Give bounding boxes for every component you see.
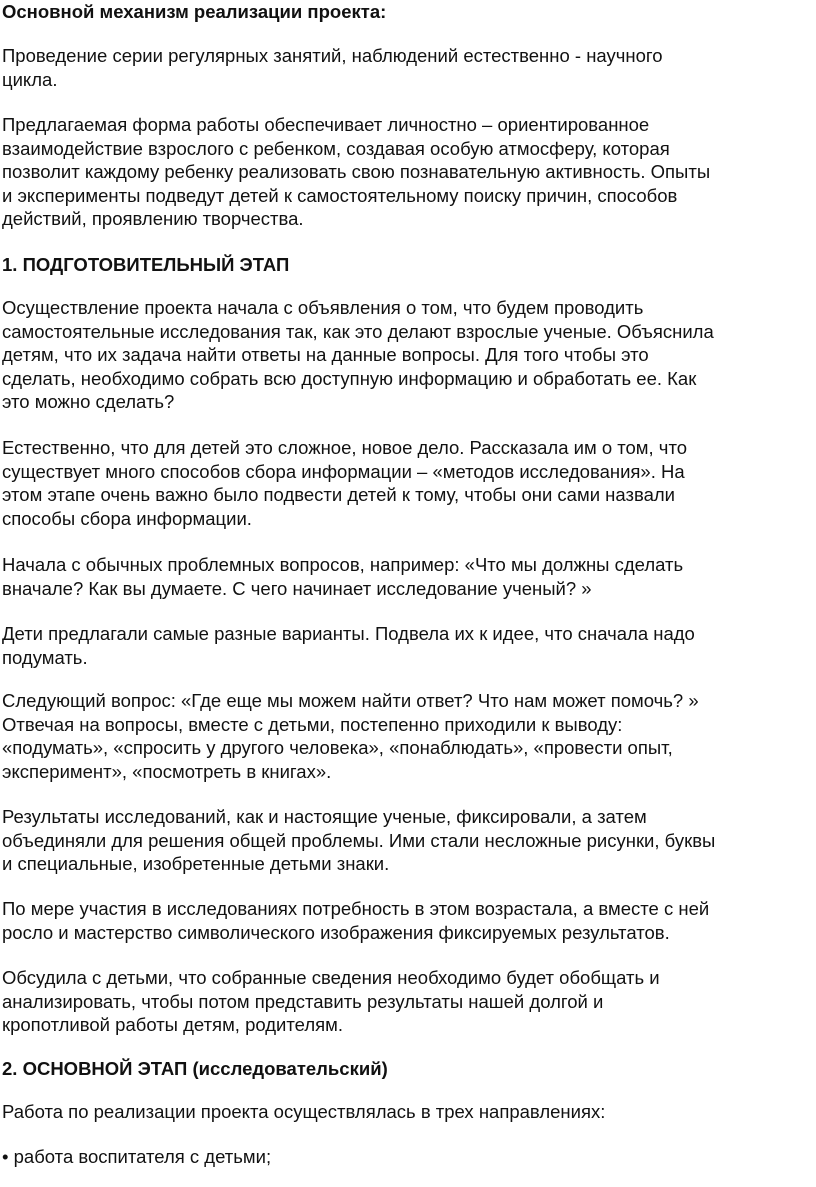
paragraph-form-of-work	[2, 113, 710, 231]
text-line: это можно сделать?	[2, 391, 175, 412]
text-line: Результаты исследований, как и настоящие ученые, фиксировали, а затем	[2, 806, 647, 827]
paragraph-children-variants	[2, 622, 695, 669]
text-line: Проведение серии регулярных занятий, наблюдений естественно - научного	[2, 45, 663, 66]
text-line: Основной механизм реализации проекта:	[2, 1, 387, 22]
heading-preparatory-stage	[2, 253, 289, 277]
text-line: По мере участия в исследованиях потребность в этом возрастала, а вместе с ней	[2, 898, 710, 919]
text-line: детям, что их задача найти ответы на данные вопросы. Для того чтобы это	[2, 344, 649, 365]
text-line: Работа по реализации проекта осуществлялась в трех направлениях:	[2, 1101, 606, 1122]
text-line: цикла.	[2, 68, 58, 90]
text-line: • работа воспитателя с детьми;	[2, 1146, 272, 1167]
text-line: и эксперименты подведут детей к самостоятельному поиску причин, способов	[2, 184, 678, 206]
heading-main-stage	[2, 1057, 388, 1081]
heading-mechanism	[2, 0, 386, 24]
text-line: способы сбора информации.	[2, 507, 252, 529]
text-line: «подумать», «спросить у другого человека», «понаблюдать», «провести опыт,	[2, 737, 673, 758]
text-line: эксперимент», «посмотреть в книгах».	[2, 760, 332, 782]
text-line: Следующий вопрос: «Где еще мы можем найти ответ? Что нам может помочь? »	[2, 690, 699, 711]
paragraph-three-directions	[2, 1100, 605, 1124]
text-line: и специальные, изобретенные детьми знаки.	[2, 853, 390, 874]
text-line: самостоятельные исследования так, как это делают взрослые ученые. Объяснила	[2, 320, 714, 342]
text-line: вначале? Как вы думаете. С чего начинает исследование ученый? »	[2, 577, 592, 599]
text-line: Естественно, что для детей это сложное, новое дело. Рассказала им о том, что	[2, 437, 687, 458]
text-line: анализировать, чтобы потом представить результаты нашей долгой и	[2, 990, 604, 1012]
text-line: позволит каждому ребенку реализовать свою познавательную активность. Опыты	[2, 161, 711, 182]
text-line: объединяли для решения общей проблемы. Ими стали несложные рисунки, буквы	[2, 829, 716, 851]
text-line: Отвечая на вопросы, вместе с детьми, постепенно приходили к выводу:	[2, 713, 623, 735]
list-item-teacher-work	[2, 1145, 271, 1169]
paragraph-problem-questions	[2, 553, 683, 600]
text-line: существует много способов сбора информации – «методов исследования». На	[2, 460, 685, 482]
text-line: 1. ПОДГОТОВИТЕЛЬНЫЙ ЭТАП	[2, 254, 290, 275]
text-line: действий, проявлению творчества.	[2, 208, 304, 229]
text-line: Дети предлагали самые разные варианты. Подвела их к идее, что сначала надо	[2, 623, 695, 644]
text-line: Предлагаемая форма работы обеспечивает личностно – ориентированное	[2, 114, 650, 135]
text-line: Начала с обычных проблемных вопросов, например: «Что мы должны сделать	[2, 554, 684, 575]
paragraph-project-start	[2, 296, 714, 414]
text-line: подумать.	[2, 646, 88, 668]
paragraph-research-results	[2, 805, 715, 876]
text-line: сделать, необходимо собрать всю доступную информацию и обработать ее. Как	[2, 367, 697, 389]
paragraph-discussed	[2, 966, 660, 1037]
text-line: Обсудила с детьми, что собранные сведения необходимо будет обобщать и	[2, 967, 660, 988]
text-line: этом этапе очень важно было подвести детей к тому, чтобы они сами назвали	[2, 484, 675, 505]
text-line: 2. ОСНОВНОЙ ЭТАП (исследовательский)	[2, 1058, 388, 1079]
paragraph-conduct-series	[2, 44, 663, 91]
text-line: взаимодействие взрослого с ребенком, создавая особую атмосферу, которая	[2, 137, 670, 159]
paragraph-participation	[2, 897, 709, 944]
paragraph-next-question	[2, 689, 699, 783]
paragraph-naturally-new	[2, 436, 687, 530]
text-line: Осуществление проекта начала с объявления о том, что будем проводить	[2, 297, 644, 318]
text-line: кропотливой работы детям, родителям.	[2, 1014, 343, 1035]
text-line: росло и мастерство символического изображения фиксируемых результатов.	[2, 921, 670, 943]
